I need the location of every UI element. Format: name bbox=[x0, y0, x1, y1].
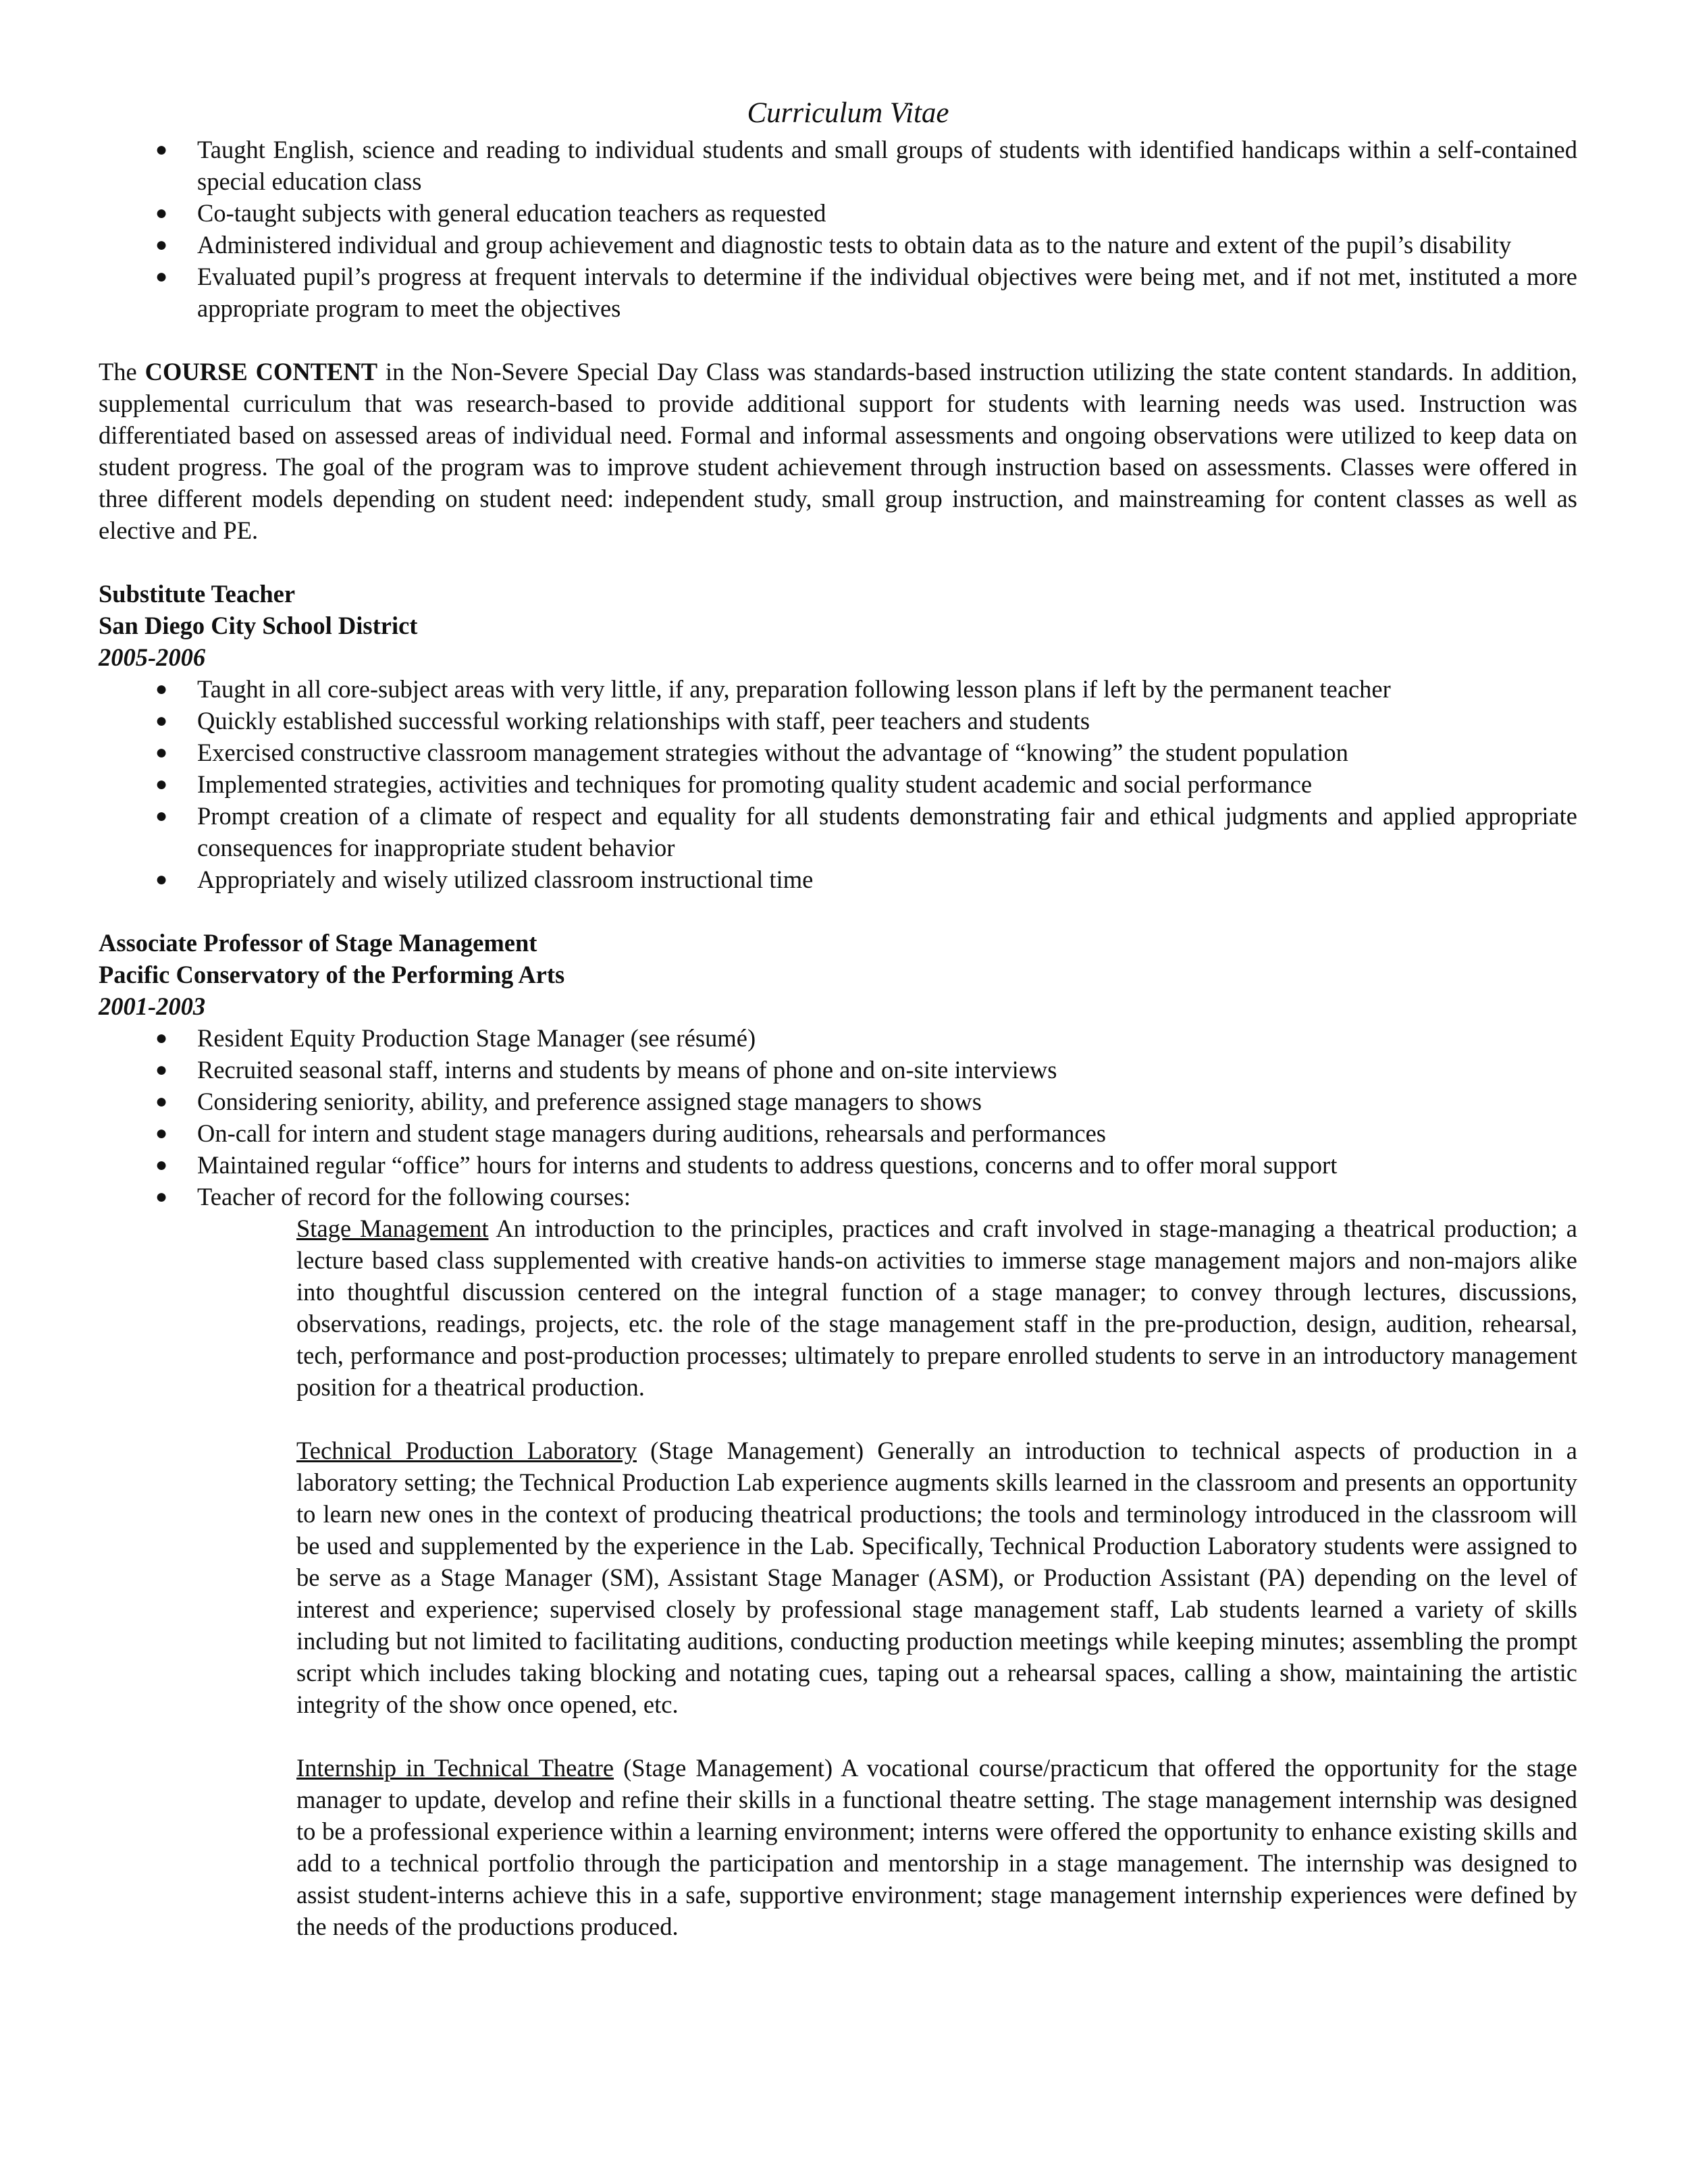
professor-bullet-list bbox=[99, 1022, 1577, 1213]
bullet-icon: ● bbox=[155, 1186, 168, 1208]
substitute-dates: 2005-2006 bbox=[99, 643, 206, 671]
bullet-icon: ● bbox=[155, 773, 168, 795]
course-title: Technical Production Laboratory bbox=[296, 1437, 637, 1464]
bullet-icon: ● bbox=[155, 741, 168, 764]
course-internship-technical-theatre bbox=[99, 1752, 1577, 1942]
list-item: ● Teacher of record for the following courses: bbox=[99, 1181, 1577, 1213]
list-item: ● Taught English, science and reading to individual students and small groups of students with identified handicaps within a self-contained special education class bbox=[99, 134, 1577, 197]
bullet-icon: ● bbox=[155, 1027, 168, 1049]
course-technical-production-lab bbox=[99, 1435, 1577, 1720]
list-item: ● Administered individual and group achievement and diagnostic tests to obtain data as to the nature and extent of the pupil’s disability bbox=[99, 229, 1577, 261]
list-item: ● Prompt creation of a climate of respect and equality for all students demonstrating fair and ethical judgments and applied appropriate consequences for inappropriate student behavior bbox=[99, 800, 1577, 863]
list-item: ● Co-taught subjects with general education teachers as requested bbox=[99, 197, 1577, 229]
bullet-icon: ● bbox=[155, 805, 168, 827]
course-description: An introduction to the principles, practices and craft involved in stage-managing a theatrical production; a lecture based class supplemented with creative hands-on activities to immerse stage management majors and non-majors alike into thoughtful discussion centered on the integral function of a stage manager; to convey through lectures, discussions, observations, readings, projects, etc. the role of the stage management staff in the pre-production, design, audition, rehearsal, tech, performance and post-production processes; ultimately to prepare enrolled students to serve in an introductory management position for a theatrical production. bbox=[296, 1215, 1577, 1401]
list-item: ● Considering seniority, ability, and preference assigned stage managers to shows bbox=[99, 1086, 1577, 1117]
bullet-icon: ● bbox=[155, 868, 168, 890]
course-description: (Stage Management) Generally an introduction to technical aspects of production in a laboratory setting; the Technical Production Lab experience augments skills learned in the classroom and presents an opportunity to learn new ones in the context of producing theatrical productions; the tools and terminology introduced in the classroom will be used and supplemented by the experience in the Lab. Specifically, Technical Production Laboratory students were assigned to be serve as a Stage Manager (SM), Assistant Stage Manager (ASM), or Production Assistant (PA) depending on the level of interest and experience; supervised closely by professional stage management staff, Lab students learned a variety of skills including but not limited to facilitating auditions, conducting production meetings while keeping minutes; assembling the prompt script which includes taking blocking and notating cues, taping out a rehearsal spaces, calling a show, maintaining the artistic integrity of the show once opened, etc. bbox=[296, 1437, 1577, 1718]
substitute-role: Substitute Teacher bbox=[99, 580, 296, 608]
professor-dates: 2001-2003 bbox=[99, 992, 206, 1020]
bullet-icon: ● bbox=[155, 710, 168, 732]
professor-role: Associate Professor of Stage Management bbox=[99, 929, 537, 957]
course-content-paragraph: The COURSE CONTENT in the Non-Severe Special Day Class was standards-based instruction utilizing the state content standards. In addition, supplemental curriculum that was research-based to provide additional support for students with learning needs was used. Instruction was differentiated based on assessed areas of individual need. Formal and informal assessments and ongoing observations were utilized to keep data on student progress. The goal of the program was to improve student achievement through instruction based on assessments. Classes were offered in three different models depending on student need: independent study, small group instruction, and mainstreaming for content classes as well as elective and PE. bbox=[99, 358, 1578, 544]
intro-bullet-list bbox=[99, 134, 1577, 324]
course-content-heading: COURSE CONTENT bbox=[144, 358, 378, 385]
list-item: ● On-call for intern and student stage managers during auditions, rehearsals and performances bbox=[99, 1117, 1577, 1149]
bullet-icon: ● bbox=[155, 265, 168, 288]
bullet-icon: ● bbox=[155, 234, 168, 256]
list-item: ● Implemented strategies, activities and techniques for promoting quality student academic and social performance bbox=[99, 768, 1577, 800]
course-stage-management bbox=[99, 1213, 1577, 1403]
list-item: ● Appropriately and wisely utilized classroom instructional time bbox=[99, 863, 1577, 895]
list-item: ● Recruited seasonal staff, interns and students by means of phone and on-site interviews bbox=[99, 1054, 1577, 1086]
bullet-icon: ● bbox=[155, 1090, 168, 1113]
professor-org: Pacific Conservatory of the Performing Arts bbox=[99, 961, 565, 988]
list-item: ● Resident Equity Production Stage Manager (see résumé) bbox=[99, 1022, 1577, 1054]
list-item: ● Maintained regular “office” hours for interns and students to address questions, concerns and to offer moral support bbox=[99, 1149, 1577, 1181]
substitute-org: San Diego City School District bbox=[99, 612, 418, 639]
course-description: (Stage Management) A vocational course/practicum that offered the opportunity for the stage manager to update, develop and refine their skills in a functional theatre setting. The stage management internship was designed to be a professional experience within a learning environment; interns were offered the opportunity to enhance existing skills and add to a technical portfolio through the participation and mentorship in a stage management. The internship was designed to assist student-interns achieve this in a safe, supportive environment; stage management internship experiences were defined by the needs of the productions produced. bbox=[296, 1754, 1577, 1940]
bullet-icon: ● bbox=[155, 678, 168, 700]
course-title: Internship in Technical Theatre bbox=[296, 1754, 614, 1782]
course-title: Stage Management bbox=[296, 1215, 489, 1242]
bullet-icon: ● bbox=[155, 202, 168, 224]
bullet-icon: ● bbox=[155, 1154, 168, 1176]
list-item: ● Evaluated pupil’s progress at frequent intervals to determine if the individual objectives were being met, and if not met, instituted a more appropriate program to meet the objectives bbox=[99, 261, 1577, 324]
bullet-icon: ● bbox=[155, 1059, 168, 1081]
list-item: ● Exercised constructive classroom management strategies without the advantage of “knowing” the student population bbox=[99, 737, 1577, 768]
substitute-bullet-list bbox=[99, 673, 1577, 895]
list-item: ● Taught in all core-subject areas with very little, if any, preparation following lesson plans if left by the permanent teacher bbox=[99, 673, 1577, 705]
list-item: ● Quickly established successful working relationships with staff, peer teachers and students bbox=[99, 705, 1577, 737]
bullet-icon: ● bbox=[155, 1122, 168, 1144]
bullet-icon: ● bbox=[155, 138, 168, 161]
page-title: Curriculum Vitae bbox=[747, 97, 949, 129]
document-page bbox=[99, 95, 1577, 1942]
